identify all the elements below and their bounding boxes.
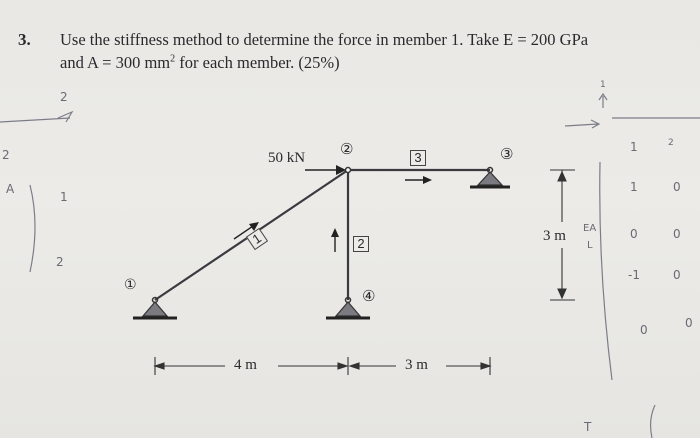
handwritten-mark: L (587, 240, 593, 251)
handwritten-mark: 0 (673, 227, 681, 241)
handwritten-mark: 0 (673, 268, 681, 282)
handwritten-mark: 2 (60, 90, 68, 104)
dimension-3m-horizontal-label: 3 m (405, 357, 428, 373)
handwritten-mark: 1 (630, 180, 638, 194)
pin-support-node-1 (133, 298, 177, 319)
node-1-label: ① (124, 277, 137, 293)
handwritten-mark: 0 (685, 316, 693, 330)
handwritten-mark: EA (583, 223, 597, 234)
node-2-label: ② (340, 140, 354, 158)
joint-node-2 (346, 168, 351, 173)
problem-number: 3. (18, 30, 31, 49)
handwritten-mark: T (584, 420, 592, 434)
node-4-label: ④ (362, 287, 376, 305)
handwritten-mark: 1 (600, 80, 606, 90)
handwritten-mark: 0 (640, 323, 648, 337)
dimension-3m-vertical-label: 3 m (543, 228, 566, 244)
statement-suffix: for each member. (25%) (175, 53, 340, 72)
handwritten-mark: -1 (628, 268, 640, 282)
handwritten-mark: 2 (2, 148, 10, 162)
member-2-direction-arrow (331, 228, 339, 252)
handwritten-mark: 0 (673, 180, 681, 194)
member-2-label: 2 (353, 236, 369, 252)
handwritten-mark: 2 (56, 255, 64, 269)
dimension-4m-label: 4 m (234, 357, 257, 373)
horizontal-dimension-lines (155, 357, 490, 375)
problem-statement-line-1: Use the stiffness method to determine the force in member 1. Take E = 200 GPa (60, 30, 589, 49)
statement-prefix: and A = 300 mm (60, 53, 171, 72)
handwritten-mark: 1 (60, 190, 68, 204)
handwritten-mark: 0 (630, 227, 638, 241)
statement-superscript: 2 (170, 53, 176, 65)
handwritten-mark: 1 (630, 140, 638, 154)
member-1-label: 1 (246, 228, 268, 250)
load-label: 50 kN (268, 150, 306, 166)
handwritten-mark: 2 (668, 138, 674, 148)
node-3-label: ③ (500, 145, 514, 163)
handwritten-mark: A (6, 182, 15, 196)
load-arrow (305, 165, 346, 175)
member-3-label: 3 (410, 150, 426, 166)
member-3-direction-arrow (405, 176, 432, 184)
